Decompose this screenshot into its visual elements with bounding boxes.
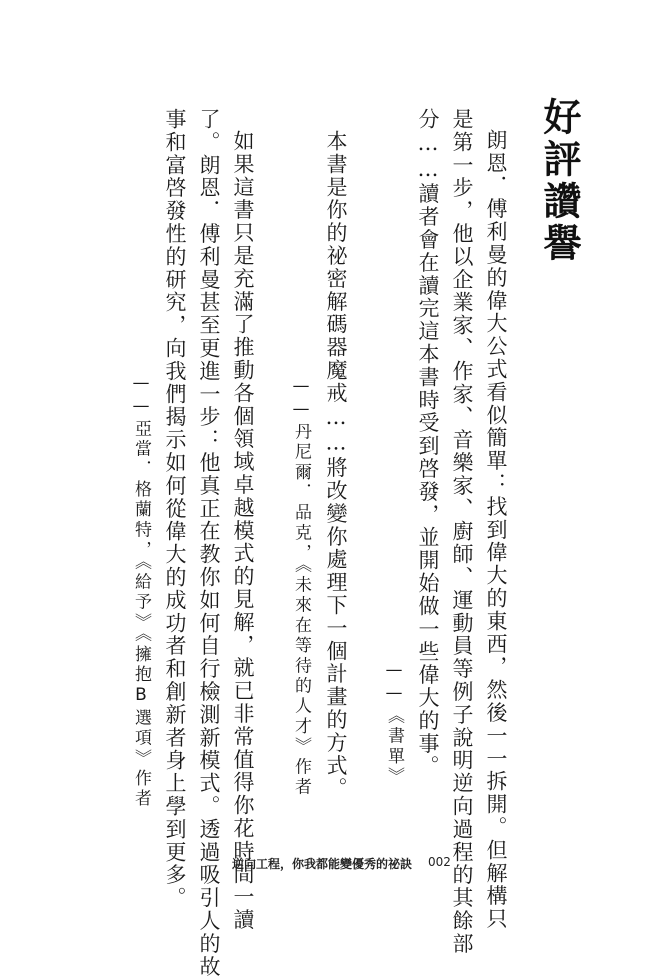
footer-book-title: 逆向工程，你我都能變優秀的祕訣 <box>232 857 413 871</box>
review-1-line-2: 是第一步，他以企業家、作家、音樂家、廚師、運動員等例子說明逆向過程的其餘部 <box>450 108 474 956</box>
review-3-line-2: 了。朗恩．傅利曼甚至更進一步：他真正在教你如何自行檢測新模式。透過吸引人的故 <box>197 108 221 978</box>
review-2-line-1: 本書是你的祕密解碼器魔戒……將改變你處理下一個計畫的方式。 <box>324 130 348 801</box>
review-1-line-3: 分……讀者會在讀完這本書時受到啓發，並開始做一些偉大的事。 <box>416 108 440 779</box>
review-1-attribution: ——《書單》 <box>384 660 404 788</box>
review-3-line-3: 事和富啓發性的研究，向我們揭示如何從偉大的成功者和創新者身上學到更多。 <box>163 108 187 910</box>
review-1-line-1: 朗恩．傅利曼的偉大公式看似簡單：找到偉大的東西，然後一一拆開。但解構只 <box>484 129 508 931</box>
page-number: 002 <box>428 855 451 869</box>
review-3-line-1: 如果這書只是充滿了推動各個領域卓越模式的見解，就已非常值得你花時間一讀 <box>231 130 255 932</box>
review-3-attribution: ——亞當．格蘭特，《給予》《擁抱B選項》作者 <box>131 373 151 810</box>
review-2-attribution: ——丹尼爾．品克，《未來在等待的人才》作者 <box>291 376 311 798</box>
page-title: 好評讚譽 <box>537 97 581 265</box>
